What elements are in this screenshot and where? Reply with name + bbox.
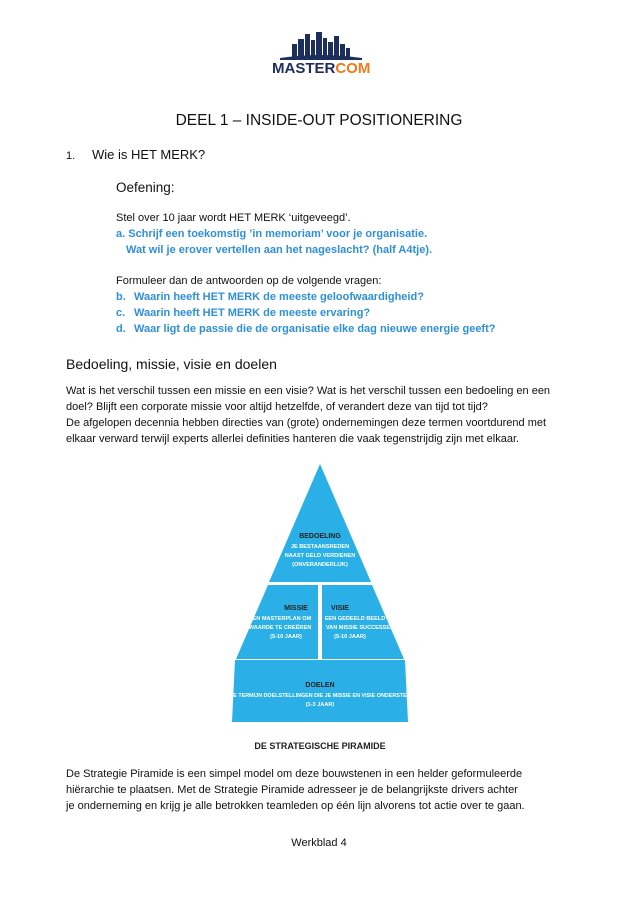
logo-text-com: COM xyxy=(335,60,371,77)
pyramid-vision-line: VAN MISSIE SUCCESSEN xyxy=(325,625,395,631)
task-a-line1: a. Schrijf een toekomstig ’in memoriam’ voor je organisatie. xyxy=(116,228,428,240)
pyramid-top-line: NAAST GELD VERDIENEN xyxy=(284,553,356,559)
pyramid-goals-segment xyxy=(232,660,408,722)
pyramid-vision-segment xyxy=(322,585,404,659)
logo xyxy=(270,30,370,86)
pyramid-goals-line: (1-3 JAAR) xyxy=(305,702,335,708)
question-1 xyxy=(66,147,205,162)
page-footer: Werkblad 4 xyxy=(291,837,347,849)
question-text: Wie is HET MERK? xyxy=(92,147,206,162)
logo-wordmark xyxy=(272,60,370,77)
pyramid-vision-line: EEN GEDEELD BEELD xyxy=(324,616,386,622)
pyramid-mission-line: EEN MASTERPLAN OM xyxy=(248,616,312,622)
exercise-intro: Stel over 10 jaar wordt HET MERK ‘uitgeveegd’. xyxy=(116,212,351,224)
pyramid-top-line: (ONVERANDERLIJK) xyxy=(292,562,348,568)
pyramid-mission-line: WAARDE TE CREËREN xyxy=(248,625,312,631)
pyramid-top-title: BEDOELING xyxy=(299,533,341,540)
pyramid-mission-title: MISSIE xyxy=(284,605,308,612)
list-item: c. Waarin heeft HET MERK de meeste ervaring? xyxy=(116,307,371,319)
list-item: b. Waarin heeft HET MERK de meeste geloofwaardigheid? xyxy=(116,291,424,303)
question-number: 1. xyxy=(66,150,76,162)
skyline-chess-icon xyxy=(270,30,370,60)
question-list xyxy=(116,289,495,337)
section-heading: Bedoeling, missie, visie en doelen xyxy=(66,356,277,372)
logo-text-master: MASTER xyxy=(272,60,336,77)
pyramid-goals-line: KORTE TERMIJN DOELSTELLINGEN DIE JE MISSIE EN VISIE ONDERSTEUNEN xyxy=(218,693,422,699)
pyramid-goals-title: DOELEN xyxy=(305,682,335,689)
list-item: d. Waar ligt de passie die de organisatie elke dag nieuwe energie geeft? xyxy=(116,323,496,335)
pyramid-top-line: JE BESTAANSREDEN xyxy=(290,544,350,550)
pyramid-mission-segment xyxy=(236,585,318,659)
exercise-heading: Oefening: xyxy=(116,180,175,195)
page-title: DEEL 1 – INSIDE-OUT POSITIONERING xyxy=(175,112,463,129)
pyramid-caption: DE STRATEGISCHE PIRAMIDE xyxy=(254,741,386,751)
pyramid-mission-line: (5-10 JAAR) xyxy=(270,634,302,640)
pyramid-vision-line: (5-10 JAAR) xyxy=(334,634,366,640)
intro-paragraph: Wat is het verschil tussen een missie en een visie? Wat is het verschil tussen een bedoeling en een doel? Blijft een corporate missie voor altijd hetzelfde, of verandert deze van tijd tot tijd? De afgelopen decennia hebben directies van (grote) ondernemingen deze termen voortdurend met elkaar verward terwijl experts allerlei definities hanteren die vaak tegenstrijdig zijn met elkaar. xyxy=(66,385,551,445)
strategic-pyramid xyxy=(218,462,422,762)
task-a-line2: Wat wil je erover vertellen aan het nageslacht? (half A4tje). xyxy=(126,244,433,256)
formulate-text: Formuleer dan de antwoorden op de volgende vragen: xyxy=(116,275,382,287)
pyramid-vision-title: VISIE xyxy=(331,605,349,612)
closing-paragraph: De Strategie Piramide is een simpel model om deze bouwstenen in een helder geformuleerde hiërarchie te plaatsen. Met de Strategie Piramide adresseer je de belangrijkste drivers achter je onderneming en krijg je alle betrokken teamleden op één lijn alvorens tot actie over te gaan. xyxy=(66,768,525,812)
